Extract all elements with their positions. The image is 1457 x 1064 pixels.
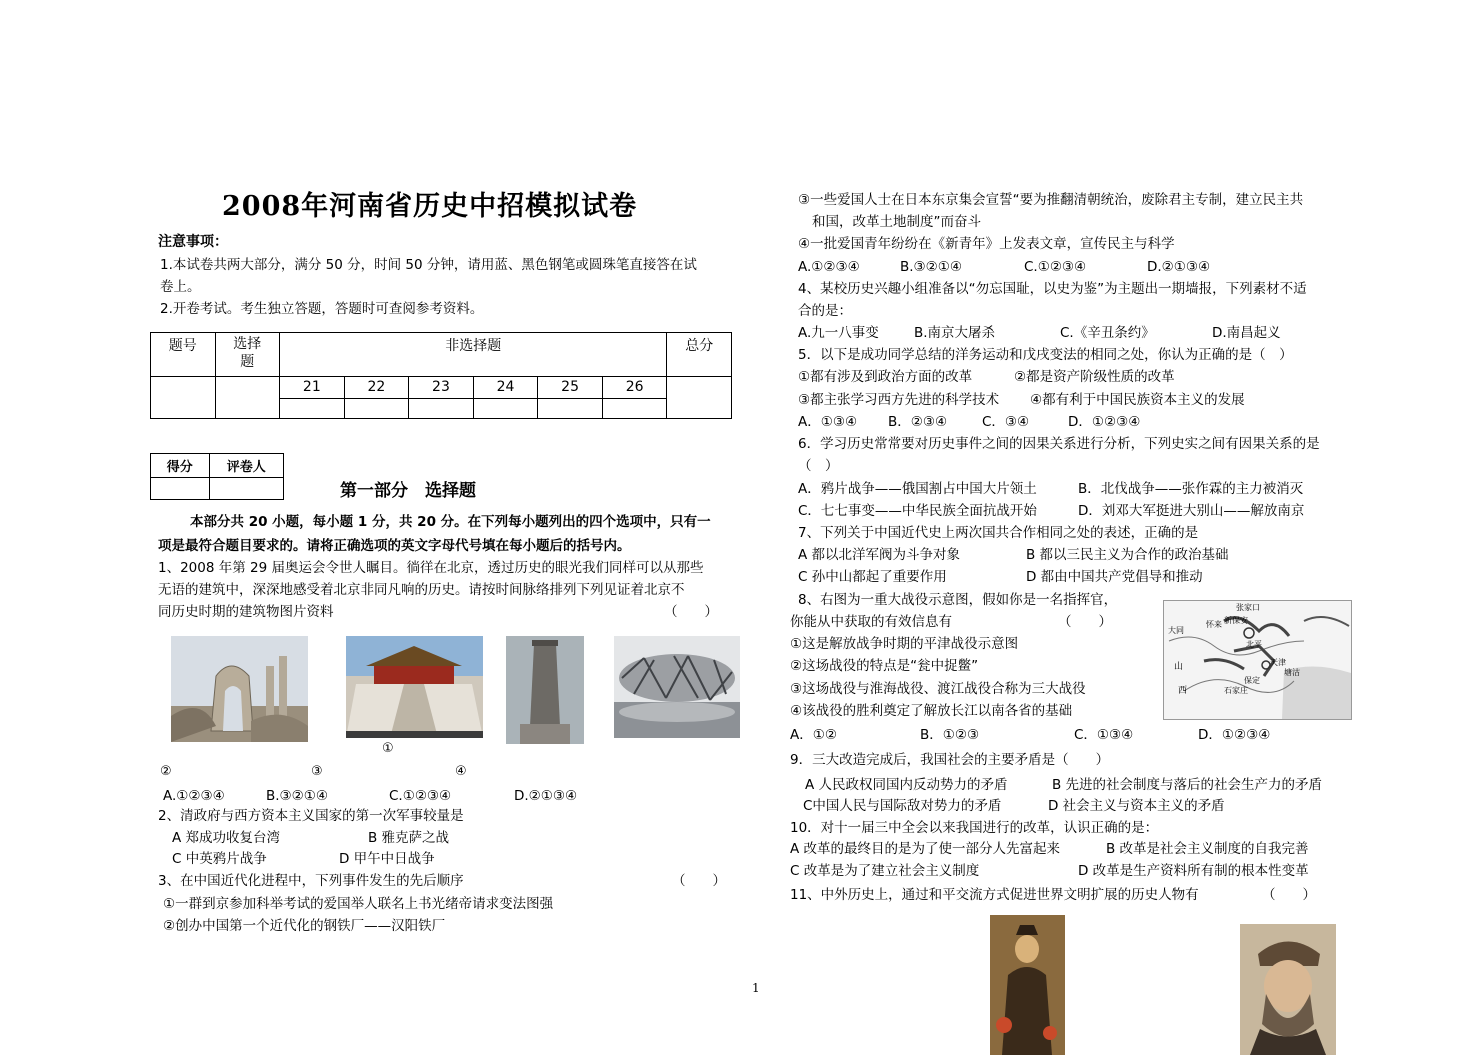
option-b: B.③②①④ xyxy=(266,788,328,804)
photo-yuanmingyuan-ruins xyxy=(171,636,308,742)
question-8-item: ④该战役的胜利奠定了解放长江以南各省的基础 xyxy=(790,703,1073,719)
option-c: C.《辛丑条约》 xyxy=(1060,325,1155,341)
image-label-2: ② xyxy=(160,764,172,779)
grader-box-grader: 评卷人 xyxy=(209,454,283,478)
grader-box-cell xyxy=(151,478,210,500)
question-1: 同历史时期的建筑物图片资料 xyxy=(158,604,334,620)
option-a: A．①② xyxy=(790,727,837,743)
grader-box-score: 得分 xyxy=(151,454,210,478)
map-label: 西 xyxy=(1178,686,1188,696)
option-c: C 改革是为了建立社会主义制度 xyxy=(790,863,980,879)
option-d: D.南昌起义 xyxy=(1212,325,1281,341)
option-d: D．①②③④ xyxy=(1198,727,1271,743)
notice-heading: 注意事项： xyxy=(158,234,228,250)
option-a: A 都以北洋军阀为斗争对象 xyxy=(798,547,961,563)
photo-forbidden-city xyxy=(346,636,483,738)
map-label: 大同 xyxy=(1168,626,1184,635)
map-label: 新保安 xyxy=(1224,616,1248,625)
score-cell xyxy=(602,399,667,419)
option-d: D 都由中国共产党倡导和推动 xyxy=(1026,569,1203,585)
portrait-historical-figure-2 xyxy=(1240,924,1336,1055)
battle-map xyxy=(1163,600,1352,720)
map-label: 石家庄 xyxy=(1224,686,1248,695)
question-5: 5．以下是成功同学总结的洋务运动和戊戌变法的相同之处，你认为正确的是（ ） xyxy=(798,347,1293,363)
answer-bracket: （ ） xyxy=(664,604,718,620)
question-11: 11、中外历史上，通过和平交流方式促进世界文明扩展的历史人物有 xyxy=(790,887,1199,903)
option-c: C.①②③④ xyxy=(389,788,452,804)
score-table-header-choice xyxy=(215,333,280,377)
part1-title: 第一部分 选择题 xyxy=(340,481,476,501)
option-c: C 孙中山都起了重要作用 xyxy=(798,569,947,585)
map-label: 天津 xyxy=(1270,658,1286,667)
question-9: 9．三大改造完成后，我国社会的主要矛盾是（ ） xyxy=(790,752,1110,768)
question-1: 无语的建筑中，深深地感受着北京非同凡响的历史。请按时间脉络排列下列见证着北京不 xyxy=(158,582,685,598)
option-a: A.九一八事变 xyxy=(798,325,879,341)
map-label: 塘沽 xyxy=(1284,668,1300,677)
option-b: B 改革是社会主义制度的自我完善 xyxy=(1106,841,1309,857)
notice-line: 1.本试卷共两大部分，满分 50 分，时间 50 分钟，请用蓝、黑色钢笔或圆珠笔直接答在试 xyxy=(160,257,697,273)
question-8: 8、右图为一重大战役示意图，假如你是一名指挥官， xyxy=(798,592,1118,608)
score-table-header-total: 总分 xyxy=(667,333,732,377)
question-8-item: ②这场战役的特点是“瓮中捉鳖” xyxy=(790,658,979,674)
grader-box-cell xyxy=(209,478,283,500)
option-d: D 社会主义与资本主义的矛盾 xyxy=(1048,798,1225,814)
question-4: 4、某校历史兴趣小组准备以“勿忘国耻，以史为鉴”为主题出一期墙报，下列素材不适 xyxy=(798,281,1307,297)
option-d: D．①②③④ xyxy=(1068,414,1141,430)
question-4: 合的是： xyxy=(798,303,852,319)
question-6: （ ） xyxy=(798,458,839,474)
photo-birds-nest-stadium xyxy=(614,636,740,738)
question-2: 2、清政府与西方资本主义国家的第一次军事较量是 xyxy=(158,808,464,824)
option-d: D.②①③④ xyxy=(1147,259,1211,275)
score-cell xyxy=(538,399,603,419)
score-cell xyxy=(473,399,538,419)
header-choice-line2: 题 xyxy=(240,354,255,370)
option-a: A 改革的最终目的是为了使一部分人先富起来 xyxy=(790,841,1061,857)
stadium-image xyxy=(614,636,740,738)
question-5-item: ②都是资产阶级性质的改革 xyxy=(1014,369,1175,385)
map-label: 怀来 xyxy=(1206,620,1222,629)
score-col-label: 23 xyxy=(409,377,474,399)
grader-box xyxy=(150,453,284,500)
option-a: A 人民政权同国内反动势力的矛盾 xyxy=(805,777,1008,793)
map-label: 保定 xyxy=(1244,676,1260,685)
option-b: B．北伐战争——张作霖的主力被消灭 xyxy=(1078,481,1304,497)
question-3-item: 和国，改革土地制度”而奋斗 xyxy=(812,214,981,230)
question-5-item: ①都有涉及到政治方面的改革 xyxy=(798,369,973,385)
question-10: 10．对十一届三中全会以来我国进行的改革，认识正确的是： xyxy=(790,820,1159,836)
option-d: D．刘邓大军挺进大别山——解放南京 xyxy=(1078,503,1305,519)
option-d: D 甲午中日战争 xyxy=(339,851,435,867)
option-b: B 先进的社会制度与落后的社会生产力的矛盾 xyxy=(1052,777,1323,793)
question-3-item: ①一群到京参加科举考试的爱国举人联名上书光绪帝请求变法图强 xyxy=(163,896,554,912)
page-title: 2008年河南省历史中招模拟试卷 xyxy=(222,191,638,222)
option-b: B．②③④ xyxy=(888,414,948,430)
option-d: D 改革是生产资料所有制的根本性变革 xyxy=(1078,863,1309,879)
question-1: 1、2008 年第 29 届奥运会令世人瞩目。徜徉在北京，透过历史的眼光我们同样可以从那些 xyxy=(158,560,704,576)
score-col-label: 25 xyxy=(538,377,603,399)
score-cell xyxy=(280,399,345,419)
question-8-item: ①这是解放战争时期的平津战役示意图 xyxy=(790,636,1019,652)
score-cell xyxy=(344,399,409,419)
answer-bracket: （ ） xyxy=(1058,614,1112,630)
answer-bracket: （ ） xyxy=(1262,887,1316,903)
palace-image xyxy=(346,636,483,738)
question-3: 3、在中国近代化进程中，下列事件发生的先后顺序 xyxy=(158,873,464,889)
question-3-item: ④一批爱国青年纷纷在《新青年》上发表文章，宣传民主与科学 xyxy=(798,236,1175,252)
option-a: A 郑成功收复台湾 xyxy=(172,830,281,846)
option-c: C 中英鸦片战争 xyxy=(172,851,267,867)
score-col-label: 21 xyxy=(280,377,345,399)
ruins-image xyxy=(171,636,308,742)
option-b: B 都以三民主义为合作的政治基础 xyxy=(1026,547,1229,563)
option-c: C．①③④ xyxy=(1074,727,1134,743)
portrait-image-2 xyxy=(1240,924,1336,1055)
notice-line: 卷上。 xyxy=(160,279,201,295)
question-8-item: ③这场战役与淮海战役、渡江战役合称为三大战役 xyxy=(790,681,1086,697)
question-7: 7、下列关于中国近代史上两次国共合作相同之处的表述，正确的是 xyxy=(798,525,1199,541)
option-b: B 雅克萨之战 xyxy=(368,830,450,846)
map-drawing xyxy=(1164,601,1351,719)
question-8: 你能从中获取的有效信息有 xyxy=(790,614,952,630)
option-b: B.③②①④ xyxy=(900,259,962,275)
option-a: A.①②③④ xyxy=(798,259,860,275)
page-number: 1 xyxy=(752,981,760,995)
image-label-4: ④ xyxy=(455,764,467,779)
option-c: C.①②③④ xyxy=(1024,259,1087,275)
option-b: B．①②③ xyxy=(920,727,980,743)
question-5-item: ③都主张学习西方先进的科学技术 xyxy=(798,392,1000,408)
part1-intro: 本部分共 20 小题，每小题 1 分，共 20 分。在下列每小题列出的四个选项中，只有一 xyxy=(190,514,711,530)
part1-intro: 项是最符合题目要求的。请将正确选项的英文字母代号填在每小题后的括号内。 xyxy=(158,538,631,554)
score-cell xyxy=(151,377,216,419)
score-cell xyxy=(215,377,280,419)
option-a: A．鸦片战争——俄国割占中国大片领土 xyxy=(798,481,1037,497)
monument-image xyxy=(506,636,584,744)
option-a: A.①②③④ xyxy=(163,788,225,804)
map-label: 北平 xyxy=(1246,640,1262,649)
score-cell xyxy=(409,399,474,419)
score-cell xyxy=(667,377,732,419)
option-c: C．③④ xyxy=(982,414,1030,430)
option-a: A．①③④ xyxy=(798,414,858,430)
score-col-label: 22 xyxy=(344,377,409,399)
image-label-1: ① xyxy=(382,741,394,756)
score-col-label: 24 xyxy=(473,377,538,399)
score-table-header-nonchoice: 非选择题 xyxy=(280,333,667,377)
map-label: 张家口 xyxy=(1236,603,1260,612)
option-b: B.南京大屠杀 xyxy=(914,325,996,341)
score-table-header-no: 题号 xyxy=(151,333,216,377)
option-c: C．七七事变——中华民族全面抗战开始 xyxy=(798,503,1037,519)
question-3-item: ③一些爱国人士在日本东京集会宣誓“要为推翻清朝统治，废除君主专制，建立民主共 xyxy=(798,192,1304,208)
photo-monument xyxy=(506,636,584,744)
score-table xyxy=(150,332,732,419)
option-c: C中国人民与国际敌对势力的矛盾 xyxy=(803,798,1002,814)
portrait-historical-figure-1 xyxy=(990,915,1065,1055)
score-col-label: 26 xyxy=(602,377,667,399)
answer-bracket: （ ） xyxy=(672,873,726,889)
notice-line: 2.开卷考试。考生独立答题，答题时可查阅参考资料。 xyxy=(160,301,484,317)
question-3-item: ②创办中国第一个近代化的钢铁厂——汉阳铁厂 xyxy=(163,918,446,934)
map-label: 山 xyxy=(1174,662,1184,672)
image-label-3: ③ xyxy=(311,764,323,779)
question-6: 6．学习历史常常要对历史事件之间的因果关系进行分析，下列史实之间有因果关系的是 xyxy=(798,436,1320,452)
option-d: D.②①③④ xyxy=(514,788,578,804)
question-5-item: ④都有利于中国民族资本主义的发展 xyxy=(1030,392,1245,408)
header-choice-line1: 选择 xyxy=(233,336,262,352)
portrait-image-1 xyxy=(990,915,1065,1055)
